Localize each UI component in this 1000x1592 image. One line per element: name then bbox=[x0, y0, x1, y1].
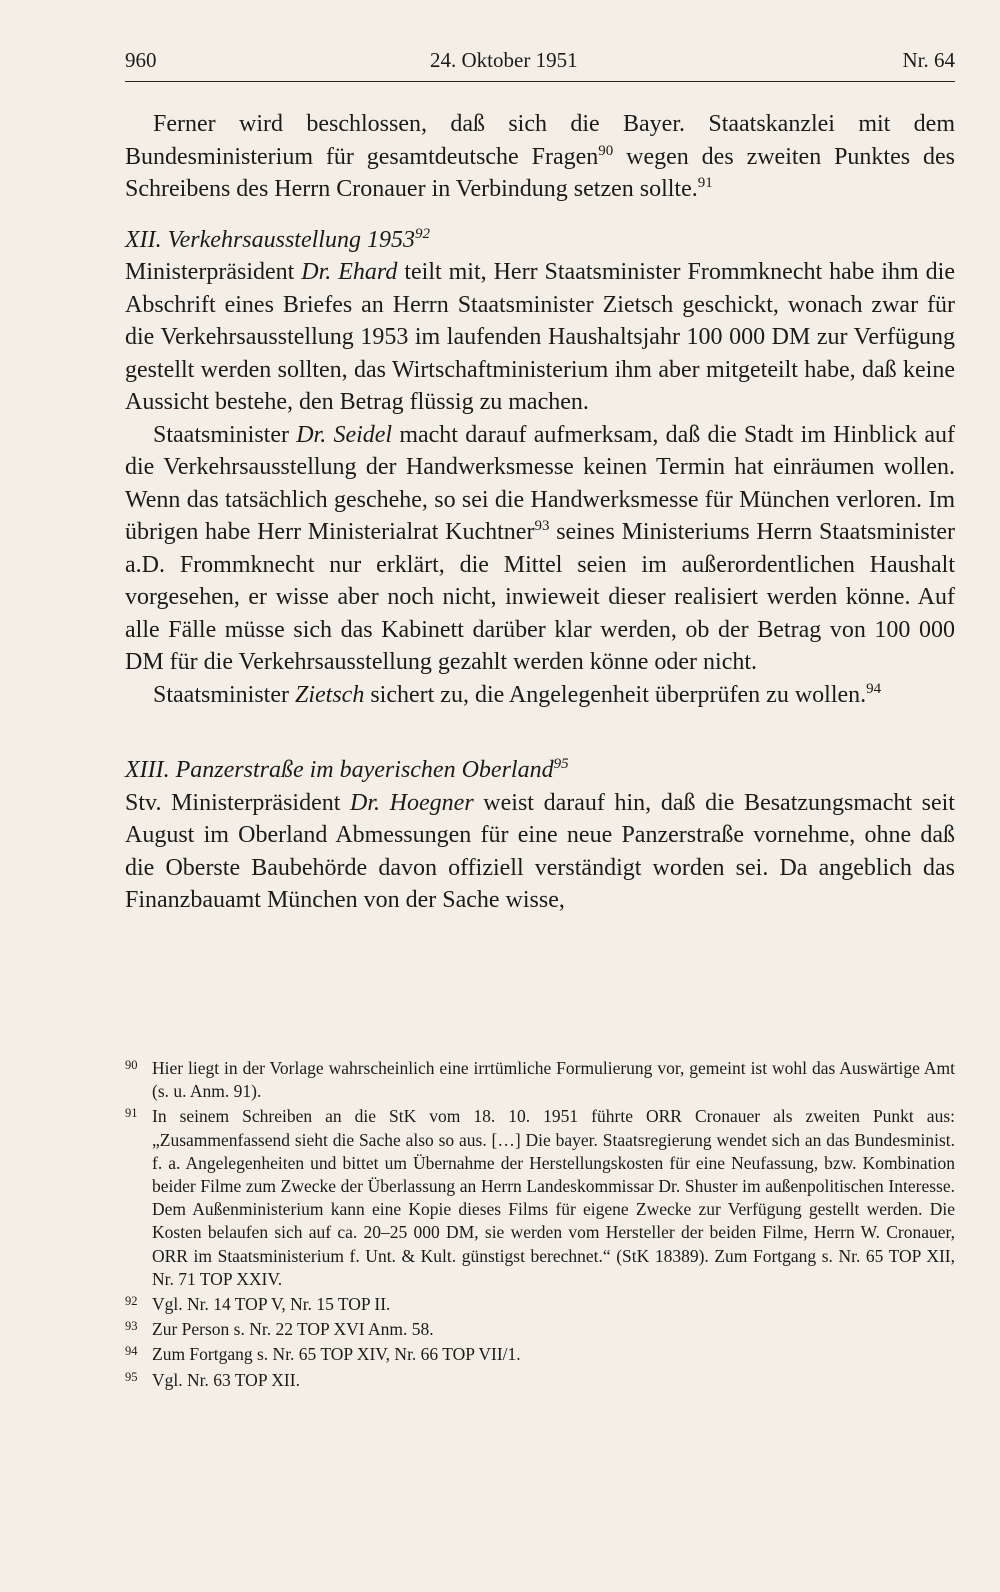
footnotes bbox=[125, 1057, 955, 1394]
footnote-text: In seinem Schreiben an die StK vom 18. 10. 1951 führte ORR Cronauer als zweiten Punkt aus: „Zusammenfassend sieht die Sache also so aus. […] Die bayer. Staatsregierung wendet sich an das Bundesminist. f. a. Angelegenheiten und bittet um Übernahme der Herstellungskosten für eine Neufassung, bzw. Kombination beider Filme zum Zwecke der Überlassung an Herrn Landeskommissar Dr. Shuster im außenpolitischen Interesse. Dem Außenministerium kann eine Kopie dieses Films für eigene Zwecke zur Verfügung gestellt werden. Die Kosten belaufen sich auf ca. 20–25 000 DM, sie werden vom Hersteller der beiden Filme, Herrn W. Cronauer, ORR im Staatsministerium f. Unt. & Kult. günstigst berechnet.“ (StK 18389). Zum Fortgang s. Nr. 65 TOP XII, Nr. 71 TOP XXIV. bbox=[152, 1106, 955, 1289]
footnote-ref[interactable]: 95 bbox=[553, 756, 569, 772]
footnote-ref[interactable]: 91 bbox=[697, 175, 713, 191]
footnote bbox=[125, 1293, 955, 1316]
person-name: Dr. Seidel bbox=[296, 421, 393, 448]
header-rule bbox=[125, 81, 955, 82]
person-name: Zietsch bbox=[294, 681, 365, 708]
footnote bbox=[125, 1057, 955, 1103]
paragraph: Staatsminister Dr. Seidel macht darauf aufmerksam, daß die Stadt im Hinblick auf die Verkehrsausstellung der Handwerksmesse keinen Termin hat einräumen wollen. Wenn das tatsächlich geschehe, so sei die Handwerksmesse für München verloren. Im übrigen habe Herr Ministerialrat Kuchtner$^{93}$ seines Ministeriums Herrn Staatsminister a.D. Frommknecht nur erklärt, die Mittel seien im außerordentlichen Haushalt vorgesehen, er wisse aber noch nicht, inwieweit dieser realisiert werden könne. Auf alle Fälle müsse sich das Kabinett darüber klar werden, ob der Betrag von 100 000 DM für die Verkehrsausstellung gezahlt werden könne oder nicht. bbox=[125, 421, 956, 675]
footnote bbox=[125, 1343, 955, 1366]
footnote bbox=[125, 1318, 955, 1341]
document-number: Nr. 64 bbox=[902, 48, 955, 72]
main-text bbox=[125, 108, 955, 917]
paragraph: Ferner wird beschlossen, daß sich die Bayer. Staatskanzlei mit dem Bundesministerium für gesamtdeutsche Fragen$^{90}$ wegen des zweiten Punktes des Schreibens des Herrn Cronauer in Verbindung setzen sollte.$^{91}$ bbox=[125, 111, 955, 202]
page-number: 960 bbox=[125, 48, 157, 72]
footnote-number: 92 bbox=[125, 1294, 138, 1309]
paragraph: Ministerpräsident Dr. Ehard teilt mit, Herr Staatsminister Frommknecht habe ihm die Abschrift eines Briefes an Herrn Staatsminister Zietsch geschickt, wonach zwar für die Verkehrsausstellung 1953 im laufenden Haushaltsjahr 100 000 DM zur Verfügung gestellt werden sollten, das Wirtschaftministerium ihm aber mitgeteilt habe, daß keine Aussicht bestehe, den Betrag flüssig zu machen. bbox=[125, 259, 956, 415]
header-date: 24. Oktober 1951 bbox=[430, 48, 578, 72]
section-heading: XII. Verkehrsausstellung 1953$^{92}$ bbox=[125, 225, 430, 253]
footnote bbox=[125, 1369, 955, 1392]
paragraph: Stv. Ministerpräsident Dr. Hoegner weist darauf hin, daß die Besatzungsmacht seit August im Oberland Abmessungen für eine neue Panzerstraße vornehme, ohne daß die Oberste Baubehörde davon offiziell verständigt worden sei. Da angeblich das Finanzbauamt München von der Sache wisse, bbox=[125, 789, 955, 913]
footnote-number: 91 bbox=[125, 1106, 138, 1121]
footnote-number: 95 bbox=[125, 1369, 138, 1384]
paragraph: Staatsminister Zietsch sichert zu, die Angelegenheit überprüfen zu wollen.$^{94}$ bbox=[153, 680, 882, 708]
footnote-number: 93 bbox=[125, 1319, 138, 1334]
footnote-text: Vgl. Nr. 63 TOP XII. bbox=[152, 1369, 300, 1390]
footnote-text: Hier liegt in der Vorlage wahrscheinlich eine irrtümliche Formulierung vor, gemeint ist wohl das Auswärtige Amt (s. u. Anm. 91). bbox=[152, 1058, 955, 1102]
person-name: Dr. Hoegner bbox=[350, 789, 474, 816]
footnote-ref[interactable]: 92 bbox=[414, 225, 430, 242]
footnote-text: Zur Person s. Nr. 22 TOP XVI Anm. 58. bbox=[152, 1319, 434, 1340]
footnote-ref[interactable]: 94 bbox=[866, 680, 882, 697]
footnote-number: 90 bbox=[125, 1058, 138, 1072]
footnote-text: Zum Fortgang s. Nr. 65 TOP XIV, Nr. 66 TOP VII/1. bbox=[152, 1344, 521, 1365]
footnote-ref[interactable]: 90 bbox=[598, 142, 614, 159]
person-name: Dr. Ehard bbox=[301, 259, 398, 285]
section-heading: XIII. Panzerstraße im bayerischen Oberland$^{95}$ bbox=[125, 756, 569, 783]
running-header bbox=[125, 48, 955, 78]
footnote-text: Vgl. Nr. 14 TOP V, Nr. 15 TOP II. bbox=[152, 1294, 391, 1315]
footnote bbox=[125, 1105, 955, 1291]
footnote-number: 94 bbox=[125, 1344, 138, 1359]
footnote-ref[interactable]: 93 bbox=[534, 518, 550, 534]
